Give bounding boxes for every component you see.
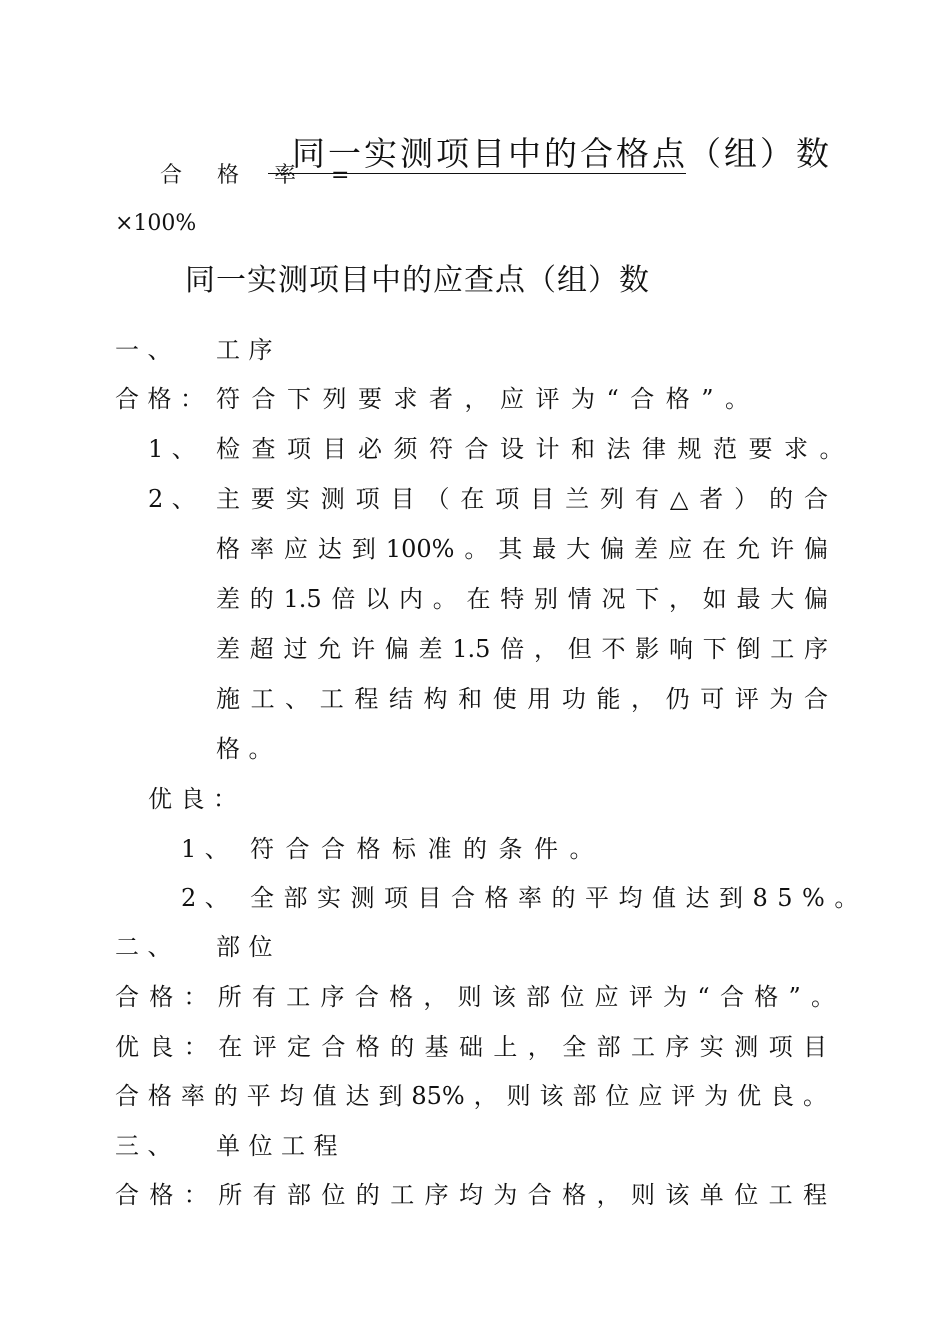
s1-excellent-item-1-num: 1、 [181, 835, 238, 863]
s1-excellent-label: 优良： [148, 785, 246, 813]
s1-excellent-item-1-text: 符合合格标准的条件。 [250, 835, 605, 863]
section-2-number: 二、 [115, 933, 180, 961]
formula-numerator: 同一实测项目中的合格点（组）数 [292, 134, 832, 173]
formula-multiplier: ×100% [115, 211, 197, 236]
s2-excellent-line-1: 优良：在评定合格的基础上，全部工序实测项目 [115, 1033, 827, 1061]
s1-pass-item-1-text: 检查项目必须符合设计和法律规范要求。 [216, 435, 855, 463]
section-1-number: 一、 [115, 336, 180, 364]
formula-lhs: 合 格 率 = [160, 163, 364, 188]
s1-pass-label: 合格： [115, 385, 213, 413]
fraction-bar [268, 173, 686, 174]
section-3-title: 单位工程 [216, 1132, 346, 1160]
s1-excellent-item-2-text: 全部实测项目合格率的平均值达到85%。 [250, 884, 868, 912]
s1-pass-item-2-num: 2、 [148, 485, 205, 513]
s3-pass-line: 合格：所有部位的工序均为合格，则该单位工程 [115, 1181, 827, 1209]
s2-excellent-line-2: 合格率的平均值达到85%，则该部位应评为优良。 [115, 1082, 827, 1110]
section-1-title: 工序 [216, 336, 281, 364]
section-3-number: 三、 [115, 1132, 180, 1160]
s1-pass-item-2-line-1: 主要实测项目（在项目兰列有△者）的合 [216, 485, 828, 513]
s1-pass-item-2-line-2: 格率应达到100%。其最大偏差应在允许偏 [216, 535, 828, 563]
s2-pass-line: 合格：所有工序合格，则该部位应评为“合格”。 [115, 983, 835, 1011]
s1-pass-item-2-line-4: 差超过允许偏差1.5倍，但不影响下倒工序 [216, 635, 828, 663]
formula-denominator: 同一实测项目中的应查点（组）数 [185, 263, 650, 298]
s1-pass-text: 符合下列要求者，应评为“合格”。 [216, 385, 761, 413]
s1-pass-item-2-line-5: 施工、工程结构和使用功能，仍可评为合 [216, 685, 828, 713]
s1-pass-item-1-num: 1、 [148, 435, 205, 463]
s1-excellent-item-2-num: 2、 [181, 884, 238, 912]
section-2-title: 部位 [216, 933, 281, 961]
s1-pass-item-2-line-3: 差的1.5倍以内。在特别情况下，如最大偏 [216, 585, 828, 613]
s1-pass-item-2-line-6: 格。 [216, 735, 281, 763]
